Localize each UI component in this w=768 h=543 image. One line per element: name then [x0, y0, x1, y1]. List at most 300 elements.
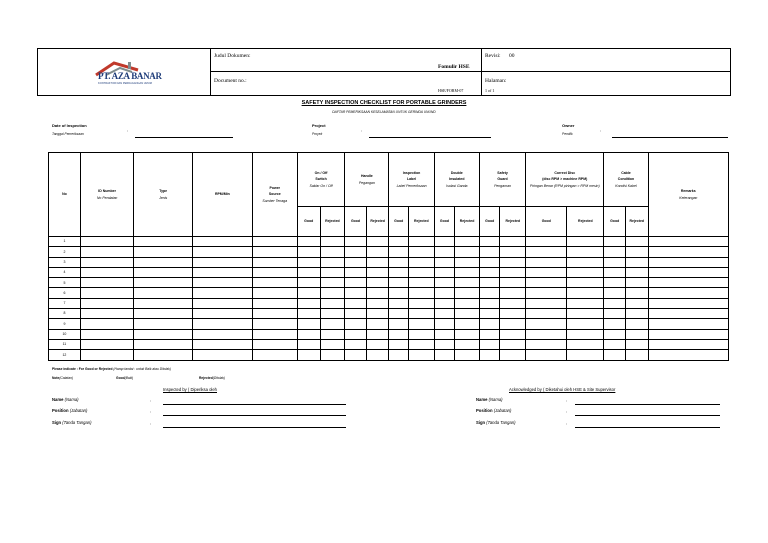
- table-cell[interactable]: [80, 247, 133, 257]
- table-cell[interactable]: [567, 350, 604, 360]
- table-cell[interactable]: [434, 309, 455, 319]
- table-cell[interactable]: [455, 267, 480, 277]
- ack-position-label: Position (Jabatan): [476, 408, 512, 413]
- table-cell[interactable]: [455, 247, 480, 257]
- table-cell[interactable]: [434, 237, 455, 247]
- table-cell[interactable]: [80, 309, 133, 319]
- table-cell[interactable]: [252, 247, 297, 257]
- table-cell[interactable]: [604, 350, 626, 360]
- table-cell[interactable]: [80, 339, 133, 349]
- table-cell[interactable]: [500, 339, 526, 349]
- legend-note: Note(Catatan): [52, 376, 74, 380]
- table-cell[interactable]: [625, 339, 648, 349]
- table-cell[interactable]: [479, 319, 500, 329]
- table-cell[interactable]: [193, 237, 253, 247]
- table-cell[interactable]: [567, 319, 604, 329]
- table-cell[interactable]: [252, 319, 297, 329]
- table-cell[interactable]: [500, 350, 526, 360]
- table-cell[interactable]: [320, 237, 345, 247]
- table-cell[interactable]: [625, 267, 648, 277]
- table-cell[interactable]: [567, 288, 604, 298]
- table-cell[interactable]: [434, 267, 455, 277]
- inspector-sign-field[interactable]: [163, 427, 346, 428]
- table-cell[interactable]: [479, 288, 500, 298]
- table-cell[interactable]: [252, 339, 297, 349]
- table-cell[interactable]: [408, 309, 434, 319]
- table-cell[interactable]: [648, 298, 728, 308]
- table-cell[interactable]: [455, 329, 480, 339]
- table-cell[interactable]: [604, 288, 626, 298]
- table-cell[interactable]: [193, 298, 253, 308]
- table-cell[interactable]: [455, 319, 480, 329]
- inspector-name-field[interactable]: [163, 404, 346, 405]
- table-cell[interactable]: [500, 278, 526, 288]
- company-name: PT. AZA BANAR: [98, 71, 162, 81]
- table-cell[interactable]: [526, 309, 567, 319]
- good-header: Good: [389, 207, 409, 237]
- table-cell[interactable]: [297, 237, 320, 247]
- table-cell[interactable]: [526, 319, 567, 329]
- table-cell[interactable]: [134, 237, 193, 247]
- group-inspection-label: Inspection Label Label Pemeriksaan: [389, 153, 434, 207]
- table-cell[interactable]: [455, 278, 480, 288]
- table-cell[interactable]: [604, 329, 626, 339]
- rejected-header: Rejected: [455, 207, 480, 237]
- table-cell[interactable]: [252, 257, 297, 267]
- table-cell[interactable]: [80, 319, 133, 329]
- rejected-header: Rejected: [625, 207, 648, 237]
- table-cell[interactable]: [567, 278, 604, 288]
- table-cell[interactable]: [479, 278, 500, 288]
- table-cell[interactable]: [297, 247, 320, 257]
- table-cell[interactable]: [134, 288, 193, 298]
- table-cell[interactable]: [193, 288, 253, 298]
- table-cell[interactable]: [297, 350, 320, 360]
- table-cell[interactable]: [252, 298, 297, 308]
- table-cell[interactable]: [434, 247, 455, 257]
- table-cell[interactable]: [567, 298, 604, 308]
- group-handle: Handle Pegangan: [345, 153, 389, 207]
- table-cell[interactable]: [526, 298, 567, 308]
- table-cell[interactable]: [193, 309, 253, 319]
- table-cell[interactable]: [500, 319, 526, 329]
- table-cell[interactable]: [345, 319, 367, 329]
- col-no: No: [49, 153, 81, 237]
- ack-position-field[interactable]: [575, 415, 720, 416]
- table-cell[interactable]: [648, 278, 728, 288]
- table-cell[interactable]: [408, 339, 434, 349]
- table-cell[interactable]: [526, 257, 567, 267]
- table-cell[interactable]: [648, 267, 728, 277]
- table-cell[interactable]: [500, 329, 526, 339]
- table-cell[interactable]: [366, 237, 389, 247]
- table-cell[interactable]: [252, 267, 297, 277]
- colon: :: [566, 421, 568, 426]
- table-row: [49, 247, 729, 257]
- rejected-header: Rejected: [567, 207, 604, 237]
- table-cell[interactable]: [80, 329, 133, 339]
- table-cell[interactable]: [648, 237, 728, 247]
- inspector-position-field[interactable]: [163, 415, 346, 416]
- table-cell[interactable]: [193, 267, 253, 277]
- halaman-value: 1 of 1: [485, 88, 495, 93]
- table-cell[interactable]: [526, 247, 567, 257]
- table-cell[interactable]: [389, 257, 409, 267]
- table-cell[interactable]: [193, 247, 253, 257]
- halaman-label: Halaman:: [485, 78, 507, 84]
- row-number: 2: [49, 247, 81, 257]
- table-cell[interactable]: [408, 257, 434, 267]
- table-cell[interactable]: [408, 237, 434, 247]
- table-cell[interactable]: [366, 247, 389, 257]
- table-cell[interactable]: [297, 329, 320, 339]
- table-cell[interactable]: [345, 247, 367, 257]
- inspector-sign-label: Sign (Tanda Tangan): [52, 420, 92, 425]
- table-cell[interactable]: [567, 267, 604, 277]
- table-cell[interactable]: [297, 288, 320, 298]
- table-cell[interactable]: [320, 257, 345, 267]
- table-cell[interactable]: [134, 298, 193, 308]
- table-row: [49, 309, 729, 319]
- table-cell[interactable]: [345, 278, 367, 288]
- table-cell[interactable]: [434, 319, 455, 329]
- table-cell[interactable]: [500, 247, 526, 257]
- table-cell[interactable]: [500, 257, 526, 267]
- table-cell[interactable]: [134, 350, 193, 360]
- table-cell[interactable]: [648, 257, 728, 267]
- table-cell[interactable]: [389, 237, 409, 247]
- table-cell[interactable]: [434, 288, 455, 298]
- table-cell[interactable]: [134, 319, 193, 329]
- ack-name-label: Name (Nama): [476, 397, 503, 402]
- table-cell[interactable]: [526, 329, 567, 339]
- table-cell[interactable]: [500, 267, 526, 277]
- company-logo: [80, 57, 190, 89]
- table-cell[interactable]: [389, 309, 409, 319]
- table-cell[interactable]: [366, 329, 389, 339]
- table-cell[interactable]: [193, 319, 253, 329]
- table-cell[interactable]: [80, 350, 133, 360]
- table-row: [49, 298, 729, 308]
- table-cell[interactable]: [648, 329, 728, 339]
- table-cell[interactable]: [320, 329, 345, 339]
- table-cell[interactable]: [526, 278, 567, 288]
- table-cell[interactable]: [320, 288, 345, 298]
- table-cell[interactable]: [455, 298, 480, 308]
- table-cell[interactable]: [526, 237, 567, 247]
- col-power: Power Source Sumber Tenaga: [252, 153, 297, 237]
- page-title: SAFETY INSPECTION CHECKLIST FOR PORTABLE GRINDERS: [301, 100, 467, 106]
- table-cell[interactable]: [567, 237, 604, 247]
- table-cell[interactable]: [479, 257, 500, 267]
- table-cell[interactable]: [320, 309, 345, 319]
- table-cell[interactable]: [366, 267, 389, 277]
- date-label: Date of Inspection: [52, 123, 87, 128]
- owner-field[interactable]: [612, 137, 728, 138]
- table-cell[interactable]: [625, 319, 648, 329]
- table-cell[interactable]: [604, 247, 626, 257]
- table-cell[interactable]: [434, 278, 455, 288]
- table-cell[interactable]: [500, 288, 526, 298]
- row-number: 4: [49, 267, 81, 277]
- table-cell[interactable]: [252, 329, 297, 339]
- table-cell[interactable]: [455, 339, 480, 349]
- row-number: 7: [49, 298, 81, 308]
- table-cell[interactable]: [134, 339, 193, 349]
- table-cell[interactable]: [345, 339, 367, 349]
- table-cell[interactable]: [320, 267, 345, 277]
- table-cell[interactable]: [320, 278, 345, 288]
- table-cell[interactable]: [604, 339, 626, 349]
- table-cell[interactable]: [252, 288, 297, 298]
- date-field[interactable]: [135, 137, 233, 138]
- table-cell[interactable]: [479, 329, 500, 339]
- table-cell[interactable]: [625, 329, 648, 339]
- table-cell[interactable]: [455, 288, 480, 298]
- table-cell[interactable]: [625, 247, 648, 257]
- rejected-header: Rejected: [408, 207, 434, 237]
- project-sub: Proyek: [312, 132, 323, 136]
- table-cell[interactable]: [134, 309, 193, 319]
- table-cell[interactable]: [389, 298, 409, 308]
- table-cell[interactable]: [455, 309, 480, 319]
- table-cell[interactable]: [389, 247, 409, 257]
- table-cell[interactable]: [604, 278, 626, 288]
- table-cell[interactable]: [567, 329, 604, 339]
- table-cell[interactable]: [297, 319, 320, 329]
- row-number: 9: [49, 319, 81, 329]
- table-cell[interactable]: [479, 350, 500, 360]
- table-cell[interactable]: [455, 237, 480, 247]
- table-cell[interactable]: [479, 267, 500, 277]
- table-cell[interactable]: [252, 350, 297, 360]
- table-cell[interactable]: [80, 278, 133, 288]
- table-cell[interactable]: [408, 278, 434, 288]
- table-cell[interactable]: [479, 247, 500, 257]
- table-cell[interactable]: [455, 257, 480, 267]
- group-cable-condition: Cable Condition Kondisi Kabel: [604, 153, 648, 207]
- table-cell[interactable]: [625, 350, 648, 360]
- table-cell[interactable]: [526, 267, 567, 277]
- table-cell[interactable]: [648, 339, 728, 349]
- table-cell[interactable]: [389, 329, 409, 339]
- table-row: [49, 329, 729, 339]
- table-cell[interactable]: [193, 329, 253, 339]
- acknowledged-by-title: Acknowledged by ( Diketahui oleh HSE & Site Supervisor: [509, 387, 616, 392]
- table-cell[interactable]: [648, 247, 728, 257]
- table-cell[interactable]: [625, 257, 648, 267]
- table-row: [49, 319, 729, 329]
- table-cell[interactable]: [193, 350, 253, 360]
- table-cell[interactable]: [604, 319, 626, 329]
- table-cell[interactable]: [297, 267, 320, 277]
- table-cell[interactable]: [408, 298, 434, 308]
- table-cell[interactable]: [408, 319, 434, 329]
- table-cell[interactable]: [366, 278, 389, 288]
- legend-rejected: Rejected(Ditolak): [199, 376, 226, 380]
- table-cell[interactable]: [193, 278, 253, 288]
- table-cell[interactable]: [134, 247, 193, 257]
- table-cell[interactable]: [434, 257, 455, 267]
- table-cell[interactable]: [297, 278, 320, 288]
- colon: :: [566, 398, 568, 403]
- table-cell[interactable]: [389, 278, 409, 288]
- table-cell[interactable]: [366, 339, 389, 349]
- table-cell[interactable]: [320, 247, 345, 257]
- table-cell[interactable]: [567, 247, 604, 257]
- table-cell[interactable]: [389, 267, 409, 277]
- table-cell[interactable]: [408, 247, 434, 257]
- table-cell[interactable]: [434, 350, 455, 360]
- table-cell[interactable]: [297, 257, 320, 267]
- table-cell[interactable]: [366, 288, 389, 298]
- table-cell[interactable]: [134, 267, 193, 277]
- table-cell[interactable]: [345, 298, 367, 308]
- table-cell[interactable]: [345, 257, 367, 267]
- table-cell[interactable]: [345, 329, 367, 339]
- table-cell[interactable]: [252, 237, 297, 247]
- table-cell[interactable]: [434, 329, 455, 339]
- good-header: Good: [345, 207, 367, 237]
- table-cell[interactable]: [604, 237, 626, 247]
- table-cell[interactable]: [648, 319, 728, 329]
- document-code: HSE/FORM-07: [438, 88, 464, 93]
- table-cell[interactable]: [297, 309, 320, 319]
- table-cell[interactable]: [80, 257, 133, 267]
- checklist-table: [48, 152, 729, 361]
- table-cell[interactable]: [625, 288, 648, 298]
- table-cell[interactable]: [80, 298, 133, 308]
- col-remarks: Remarks Keterangan: [648, 153, 728, 237]
- table-cell[interactable]: [366, 298, 389, 308]
- table-cell[interactable]: [479, 339, 500, 349]
- table-cell[interactable]: [625, 298, 648, 308]
- good-header: Good: [526, 207, 567, 237]
- table-cell[interactable]: [500, 237, 526, 247]
- table-cell[interactable]: [134, 257, 193, 267]
- table-cell[interactable]: [297, 339, 320, 349]
- rejected-header: Rejected: [500, 207, 526, 237]
- table-cell[interactable]: [479, 298, 500, 308]
- table-cell[interactable]: [408, 350, 434, 360]
- table-cell[interactable]: [345, 288, 367, 298]
- table-cell[interactable]: [389, 350, 409, 360]
- table-cell[interactable]: [567, 339, 604, 349]
- table-cell[interactable]: [648, 309, 728, 319]
- table-cell[interactable]: [408, 329, 434, 339]
- table-cell[interactable]: [297, 298, 320, 308]
- table-row: [49, 278, 729, 288]
- good-header: Good: [479, 207, 500, 237]
- colon: :: [150, 409, 152, 414]
- table-cell[interactable]: [526, 288, 567, 298]
- ack-sign-field[interactable]: [575, 427, 720, 428]
- table-cell[interactable]: [625, 237, 648, 247]
- table-cell[interactable]: [193, 257, 253, 267]
- project-field[interactable]: [369, 137, 491, 138]
- table-cell[interactable]: [366, 319, 389, 329]
- revisi-label: Revisi:: [485, 53, 501, 59]
- owner-label: Owner: [562, 123, 575, 128]
- company-tagline: KONTRAKTOR DAN PERDAGANGAN UMUM: [98, 82, 152, 85]
- table-cell[interactable]: [389, 319, 409, 329]
- table-cell[interactable]: [408, 288, 434, 298]
- rejected-header: Rejected: [320, 207, 345, 237]
- table-cell[interactable]: [408, 267, 434, 277]
- table-cell[interactable]: [134, 329, 193, 339]
- table-cell[interactable]: [479, 309, 500, 319]
- table-cell[interactable]: [320, 350, 345, 360]
- table-cell[interactable]: [434, 339, 455, 349]
- table-cell[interactable]: [345, 309, 367, 319]
- row-number: 11: [49, 339, 81, 349]
- table-cell[interactable]: [389, 339, 409, 349]
- table-cell[interactable]: [389, 288, 409, 298]
- table-cell[interactable]: [320, 319, 345, 329]
- table-row: [49, 350, 729, 360]
- table-cell[interactable]: [648, 288, 728, 298]
- table-cell[interactable]: [604, 267, 626, 277]
- owner-colon: :: [600, 128, 602, 133]
- table-cell[interactable]: [345, 237, 367, 247]
- rejected-header: Rejected: [366, 207, 389, 237]
- owner-sub: Pemilik: [562, 132, 573, 136]
- ack-name-field[interactable]: [575, 404, 720, 405]
- good-header: Good: [297, 207, 320, 237]
- table-cell[interactable]: [366, 350, 389, 360]
- table-cell[interactable]: [500, 298, 526, 308]
- table-cell[interactable]: [366, 257, 389, 267]
- table-cell[interactable]: [434, 298, 455, 308]
- table-cell[interactable]: [80, 237, 133, 247]
- table-cell[interactable]: [526, 339, 567, 349]
- table-cell[interactable]: [366, 309, 389, 319]
- inspector-name-label: Name (Nama): [52, 397, 79, 402]
- table-cell[interactable]: [625, 278, 648, 288]
- revisi-value: 00: [509, 53, 515, 59]
- table-cell[interactable]: [604, 298, 626, 308]
- table-cell[interactable]: [320, 298, 345, 308]
- table-cell[interactable]: [604, 257, 626, 267]
- table-cell[interactable]: [193, 339, 253, 349]
- colon: :: [150, 421, 152, 426]
- table-cell[interactable]: [345, 267, 367, 277]
- date-sub: Tanggal Pemeriksaan: [52, 132, 84, 136]
- judul-label: Judul Dokumen:: [214, 53, 251, 59]
- document-label: Document no.:: [214, 78, 247, 84]
- table-cell[interactable]: [80, 288, 133, 298]
- form-title: Fomulir HSE: [438, 64, 470, 70]
- table-cell[interactable]: [479, 237, 500, 247]
- table-cell[interactable]: [455, 350, 480, 360]
- table-cell[interactable]: [648, 350, 728, 360]
- row-number: 12: [49, 350, 81, 360]
- table-cell[interactable]: [604, 309, 626, 319]
- date-colon: :: [127, 128, 129, 133]
- table-cell[interactable]: [345, 350, 367, 360]
- table-cell[interactable]: [567, 309, 604, 319]
- table-cell[interactable]: [500, 309, 526, 319]
- table-cell[interactable]: [252, 278, 297, 288]
- table-cell[interactable]: [252, 309, 297, 319]
- table-cell[interactable]: [134, 278, 193, 288]
- group-switch: On / Off Switch Saklar On / Off: [297, 153, 344, 207]
- table-cell[interactable]: [625, 309, 648, 319]
- table-cell[interactable]: [526, 350, 567, 360]
- table-cell[interactable]: [320, 339, 345, 349]
- table-cell[interactable]: [80, 267, 133, 277]
- table-cell[interactable]: [567, 257, 604, 267]
